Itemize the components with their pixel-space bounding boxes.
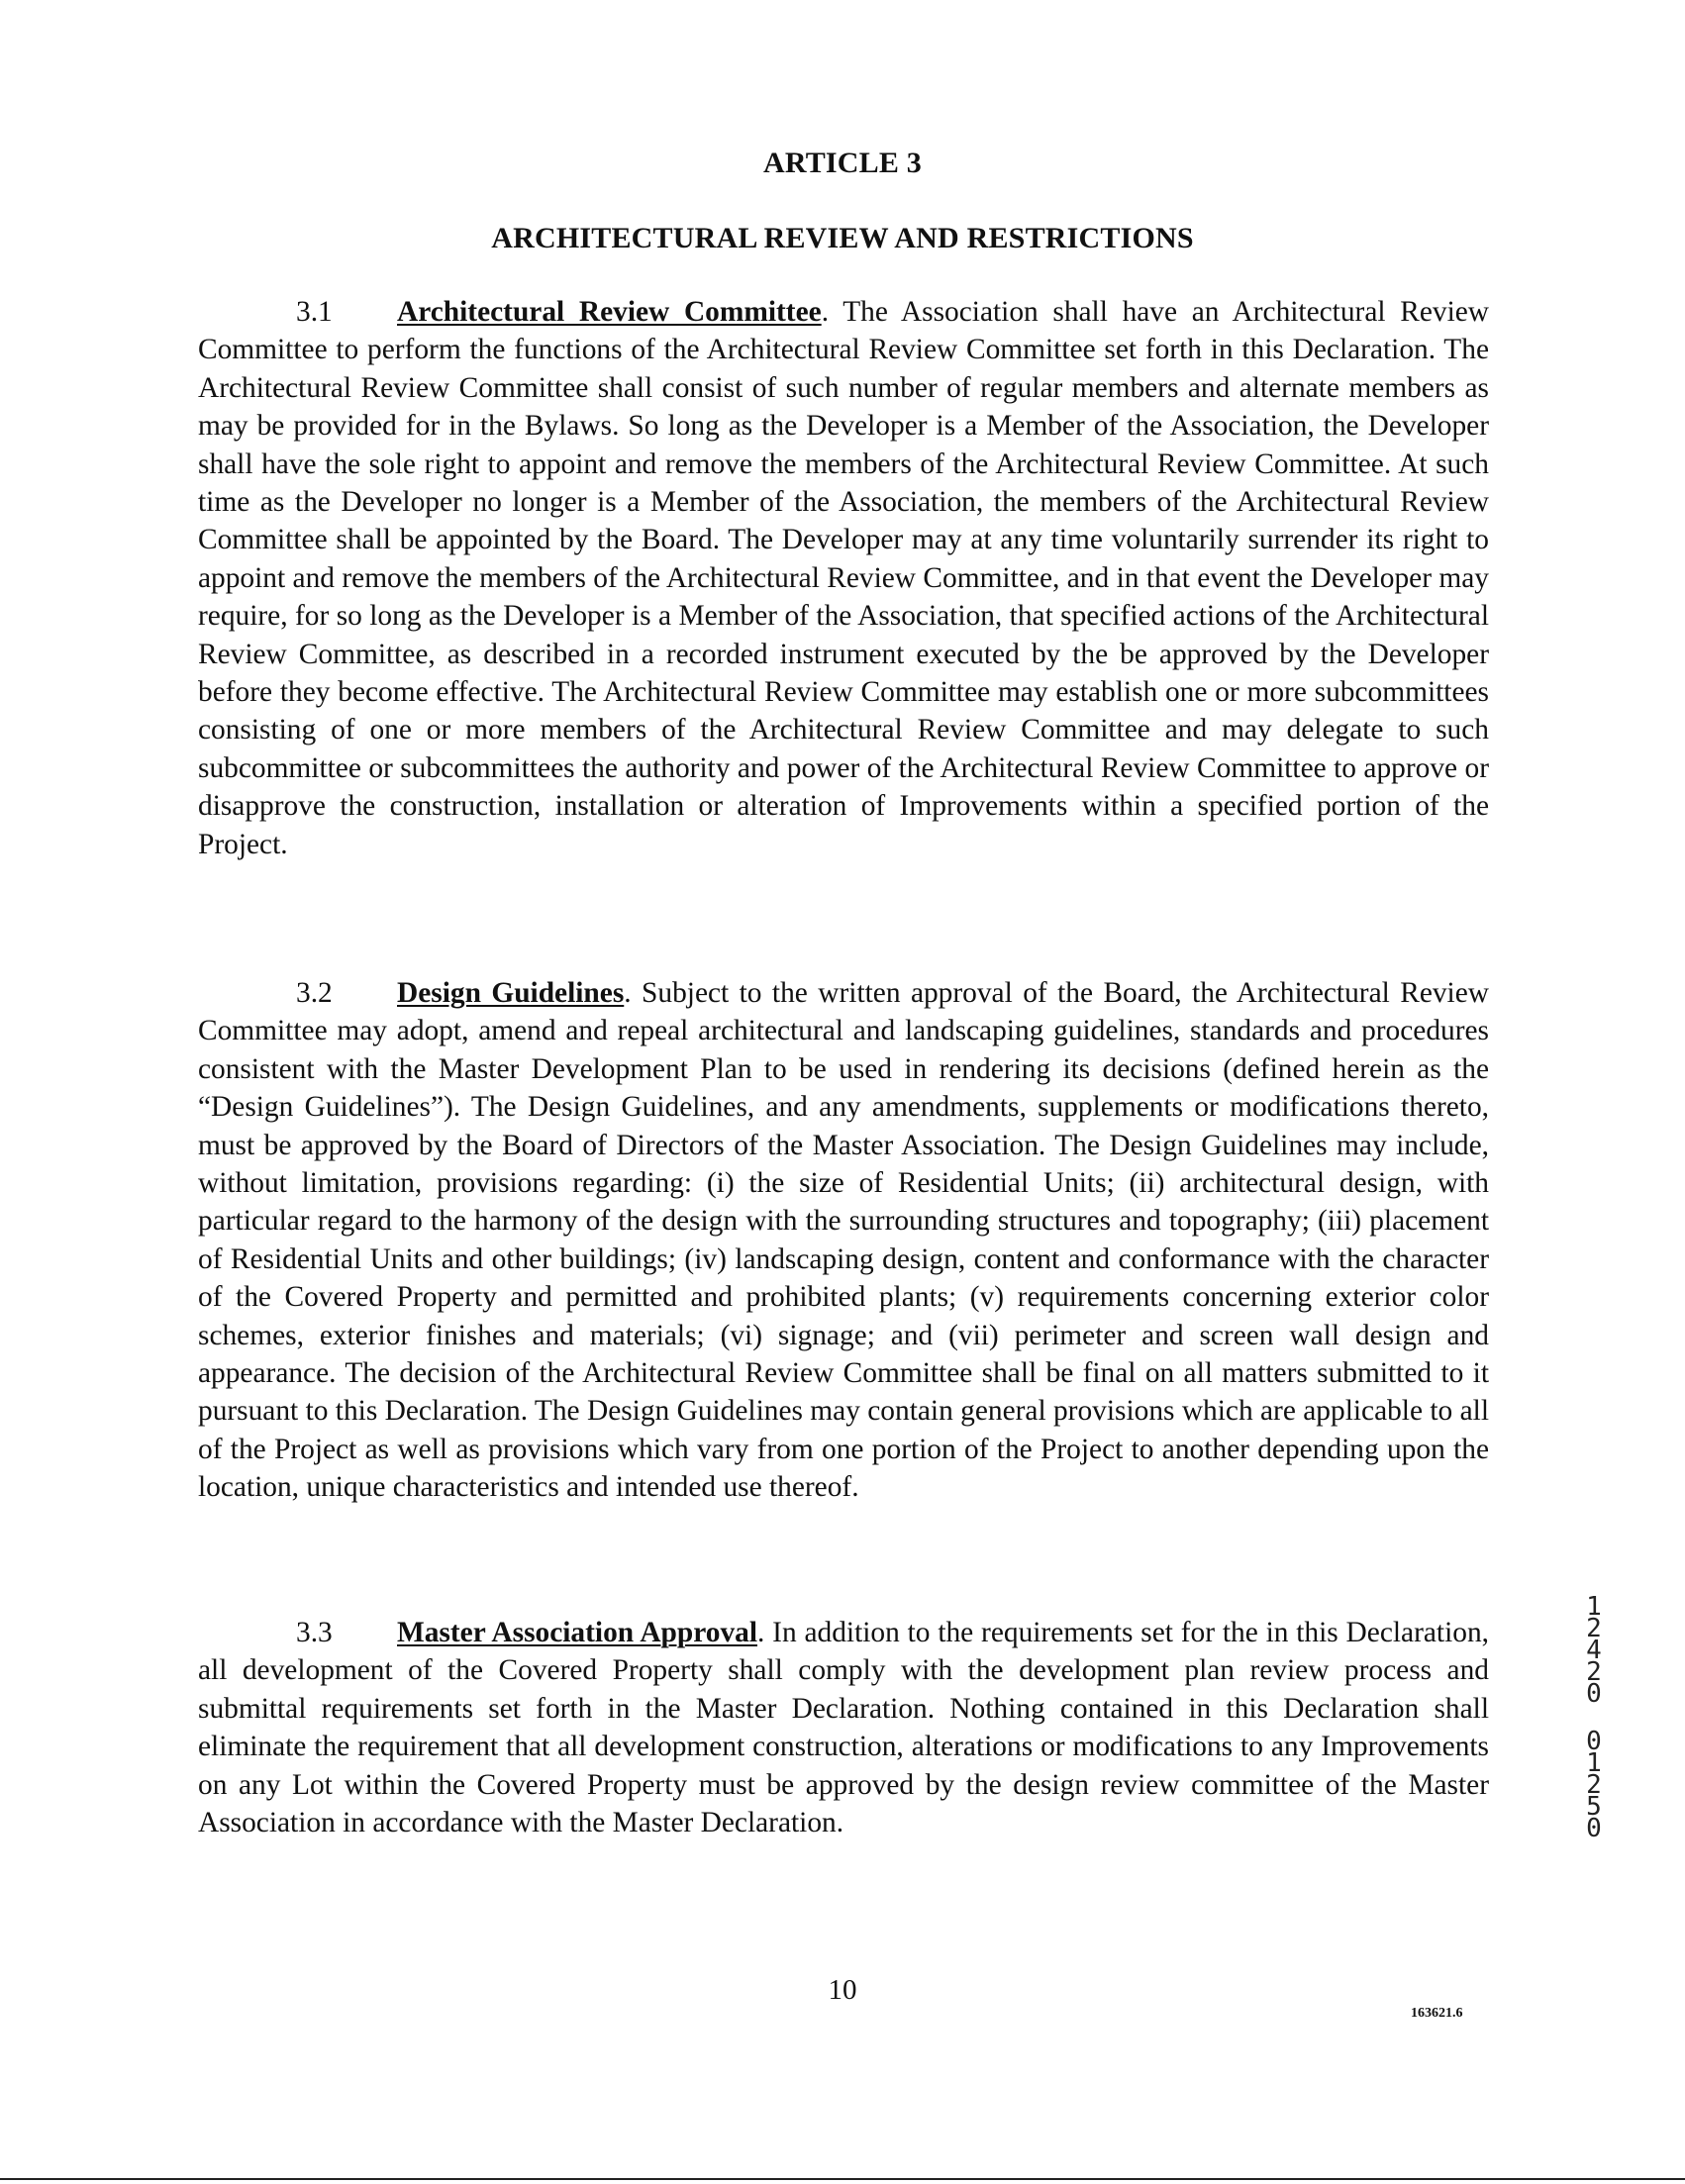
- section-number: 3.3: [296, 1617, 333, 1648]
- page-number: 10: [828, 1974, 857, 2006]
- section-body: In addition to the requirements set for the in this Declaration, all development of the Covered Property shall comply with the development plan review process and submittal requirements set forth in the Master Declaration. Nothing contained in this Declaration shall eliminate the requirement that all development construction, alterations or modifications to any Improvements on any Lot within the Covered Property must be approved by the design review committee of the Master Association in accordance with the Master Declaration.: [198, 1617, 1489, 1839]
- stamp-digit: 1: [1586, 1748, 1602, 1778]
- section-3-3: [198, 1614, 1489, 1841]
- margin-recording-stamp: [1582, 1592, 1606, 1843]
- stamp-digit: 2: [1586, 1614, 1602, 1643]
- stamp-digit: 0: [1586, 1727, 1602, 1756]
- section-title: Architectural Review Committee: [397, 296, 822, 328]
- document-id: 163621.6: [1411, 2006, 1463, 2021]
- stamp-digit: 0: [1586, 1814, 1602, 1843]
- scan-edge-line: [0, 2178, 1685, 2180]
- stamp-digit: 4: [1586, 1636, 1602, 1665]
- stamp-digit: 2: [1586, 1657, 1602, 1687]
- section-3-2: [198, 974, 1489, 1507]
- section-title-punct: .: [757, 1617, 765, 1648]
- stamp-digit: 2: [1586, 1770, 1602, 1800]
- article-title: ARCHITECTURAL REVIEW AND RESTRICTIONS: [491, 222, 1194, 254]
- stamp-digit: 1: [1586, 1592, 1602, 1622]
- article-heading: ARTICLE 3: [763, 147, 922, 179]
- section-title: Master Association Approval: [397, 1617, 757, 1648]
- stamp-digit: 5: [1586, 1792, 1602, 1822]
- section-title: Design Guidelines: [397, 977, 625, 1009]
- section-3-1: [198, 293, 1489, 863]
- stamp-digit: 0: [1586, 1679, 1602, 1709]
- section-body: Subject to the written approval of the Board, the Architectural Review Committee may adopt, amend and repeal architectural and landscaping guidelines, standards and procedures consistent with the Master Development Plan to be used in rendering its decisions (defined herein as the “Design Guidelines”). The Design Guidelines, and any amendments, supplements or modifications thereto, must be approved by the Board of Directors of the Master Association. The Design Guidelines may include, without limitation, provisions regarding: (i) the size of Residential Units; (ii) architectural design, with particular regard to the harmony of the design with the surrounding structures and topography; (iii) placement of Residential Units and other buildings; (iv) landscaping design, content and conformance with the character of the Covered Property and permitted and prohibited plants; (v) requirements concerning exterior color schemes, exterior finishes and materials; (vi) signage; and (vii) perimeter and screen wall design and appearance. The decision of the Architectural Review Committee shall be final on all matters submitted to it pursuant to this Declaration. The Design Guidelines may contain general provisions which are applicable to all of the Project as well as provisions which vary from one portion of the Project to another depending upon the location, unique characteristics and intended use thereof.: [198, 977, 1489, 1504]
- section-title-punct: .: [821, 296, 830, 328]
- section-title-punct: .: [624, 977, 632, 1009]
- section-number: 3.1: [296, 296, 333, 328]
- section-body: The Association shall have an Architectural Review Committee to perform the functions of the Architectural Review Committee set forth in this Declaration. The Architectural Review Committee shall consist of such number of regular members and alternate members as may be provided for in the Bylaws. So long as the Developer is a Member of the Association, the Developer shall have the sole right to appoint and remove the members of the Architectural Review Committee. At such time as the Developer no longer is a Member of the Association, the members of the Architectural Review Committee shall be appointed by the Board. The Developer may at any time voluntarily surrender its right to appoint and remove the members of the Architectural Review Committee, and in that event the Developer may require, for so long as the Developer is a Member of the Association, that specified actions of the Architectural Review Committee, as described in a recorded instrument executed by the be approved by the Developer before they become effective. The Architectural Review Committee may establish one or more subcommittees consisting of one or more members of the Architectural Review Committee and may delegate to such subcommittee or subcommittees the authority and power of the Architectural Review Committee to approve or disapprove the construction, installation or alteration of Improvements within a specified portion of the Project.: [198, 296, 1489, 860]
- section-number: 3.2: [296, 977, 333, 1009]
